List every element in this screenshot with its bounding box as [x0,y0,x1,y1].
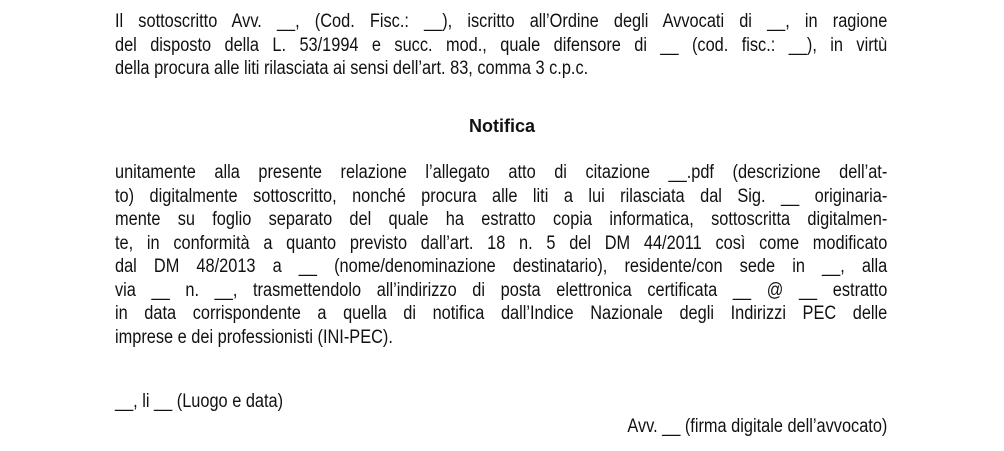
place-date-line [115,390,887,414]
place-date: __, li __ (Luogo e data) [115,391,284,412]
text-line: to) digitalmente sottoscritto, nonché procura alle liti a lui rilasciata dal Sig. __ originaria- [115,185,888,207]
text-line: te, in conformità a quanto previsto dall’art. 18 n. 5 del DM 44/2011 così come modificato [115,232,888,254]
signature-line: Avv. __ (firma digitale dell’avvocato) [626,416,887,437]
text-line: mente su foglio separato del quale ha estratto copia informatica, sottoscritta digitalmen- [115,209,888,230]
text-line: via __ n. __, trasmettendolo all’indirizzo di posta elettronica certificata __ @ __ estratto [115,279,888,301]
text-line: del disposto della L. 53/1994 e succ. mod., quale difensore di __ (cod. fisc.: __), in virtù [115,34,888,56]
intro-paragraph [115,10,887,81]
text-line: Il sottoscritto Avv. __, (Cod. Fisc.: __), iscritto all’Ordine degli Avvocati di __, in ragione [115,11,888,32]
text-line: imprese e dei professionisti (INI-PEC). [115,326,393,348]
notification-paragraph [115,161,887,349]
text-line: unitamente alla presente relazione l’allegato atto di citazione __.pdf (descrizione dell’at- [115,162,888,183]
section-title: Notifica [468,116,535,136]
text-line: in data corrispondente a quella di notifica dall’Indice Nazionale degli Indirizzi PEC delle [115,303,888,324]
text-line: della procura alle liti rilasciata ai sensi dell’art. 83, comma 3 c.p.c. [115,58,589,79]
text-line: dal DM 48/2013 a __ (nome/denominazione destinatario), residente/con sede in __, alla [115,256,888,277]
